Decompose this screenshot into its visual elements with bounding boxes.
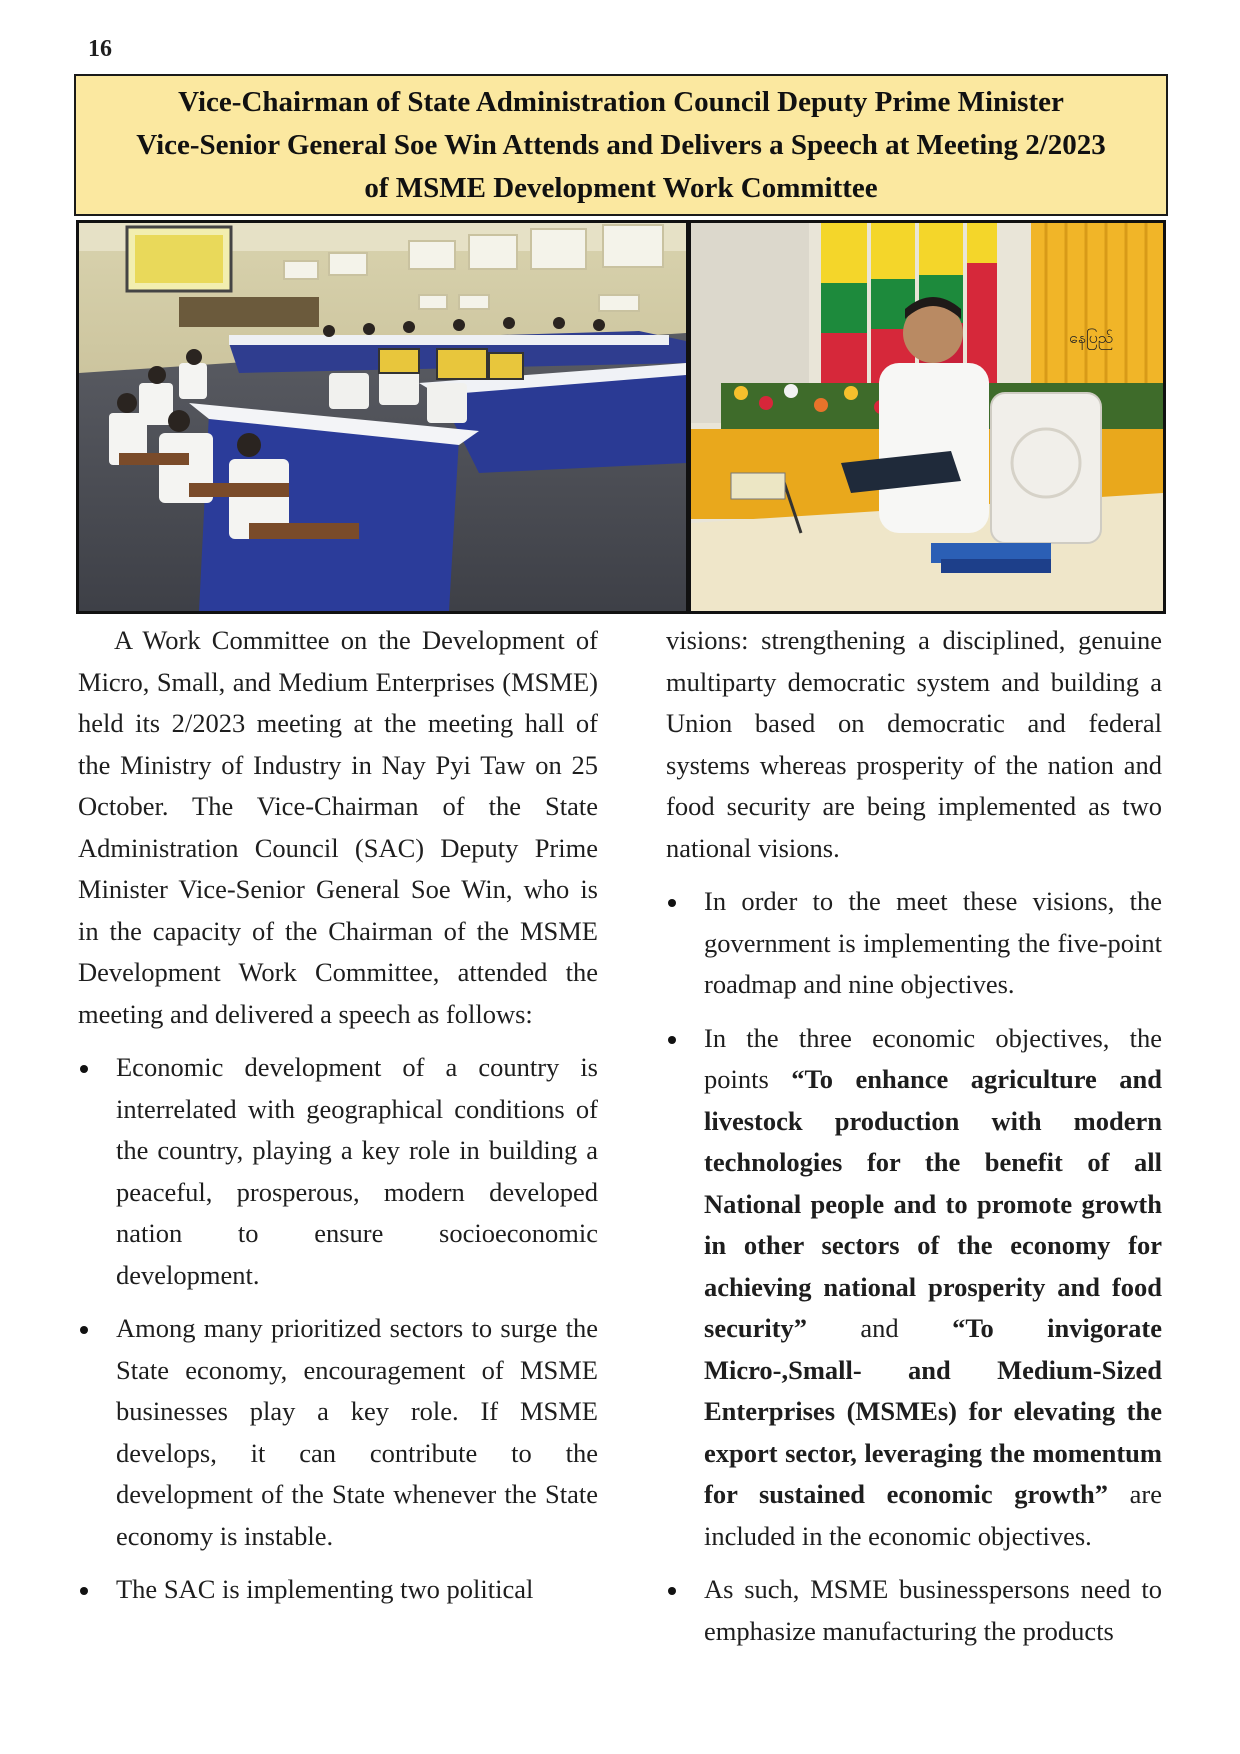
objective-quote-msme: “To invigorate Micro-,Small- and Medium-Sized Enterprises (MSMEs) for elevating the export sector, leveraging the momentum for sustained economic growth” <box>704 1313 1162 1509</box>
bullet-item: In order to the meet these visions, the government is implementing the five-point roadmap and nine objectives. <box>666 881 1162 1006</box>
meeting-hall-photo <box>79 223 686 611</box>
left-bullet-list <box>78 1047 598 1611</box>
title-line-3: of MSME Development Work Committee <box>364 171 878 204</box>
bullet-item: Economic development of a country is interrelated with geographical conditions of the country, playing a key role in building a peaceful, prosperous, modern developed nation to ensure socioeconomic development. <box>78 1047 598 1296</box>
right-column <box>666 620 1162 1652</box>
wall-lettering: နေပြည် <box>1069 328 1114 347</box>
bullet-item: As such, MSME businesspersons need to emphasize manufacturing the products <box>666 1569 1162 1652</box>
bullet-text: and <box>807 1313 953 1343</box>
objective-quote-agriculture: “To enhance agriculture and livestock production with modern technologies for the benefit of all National people and to promote growth in other sectors of the economy for achieving national prosperity and food security” <box>704 1064 1162 1343</box>
right-bullet-list <box>666 881 1162 1652</box>
page-number: 16 <box>88 36 112 62</box>
title-line-2: Vice-Senior General Soe Win Attends and Delivers a Speech at Meeting 2/2023 <box>136 128 1106 161</box>
continuation-paragraph: visions: strengthening a disciplined, genuine multiparty democratic system and building a Union based on democratic and federal systems whereas prosperity of the nation and food security are being implemented as two national visions. <box>666 625 1162 863</box>
bullet-text: In the three economic objectives, the points <box>704 1022 1162 1094</box>
speaker-at-podium-photo <box>691 223 1163 611</box>
bullet-item: The SAC is implementing two political <box>78 1569 598 1611</box>
photo-strip <box>76 220 1166 614</box>
bullet-item: Among many prioritized sectors to surge the State economy, encouragement of MSME businesses play a key role. If MSME develops, it can contribute to the development of the State whenever the State economy is instable. <box>78 1308 598 1557</box>
left-column <box>78 620 598 1611</box>
intro-paragraph: A Work Committee on the Development of Micro, Small, and Medium Enterprises (MSME) held its 2/2023 meeting at the meeting hall of the Ministry of Industry in Nay Pyi Taw on 25 October. The Vice-Chairman of the State Administration Council (SAC) Deputy Prime Minister Vice-Senior General Soe Win, who is in the capacity of the Chairman of the MSME Development Work Committee, attended the meeting and delivered a speech as follows: <box>78 625 598 1029</box>
bullet-item-objectives <box>666 1018 1162 1558</box>
article-title <box>74 74 1168 216</box>
bullet-text: are included in the economic objectives. <box>704 1479 1163 1551</box>
title-line-1: Vice-Chairman of State Administration Council Deputy Prime Minister <box>178 85 1064 118</box>
